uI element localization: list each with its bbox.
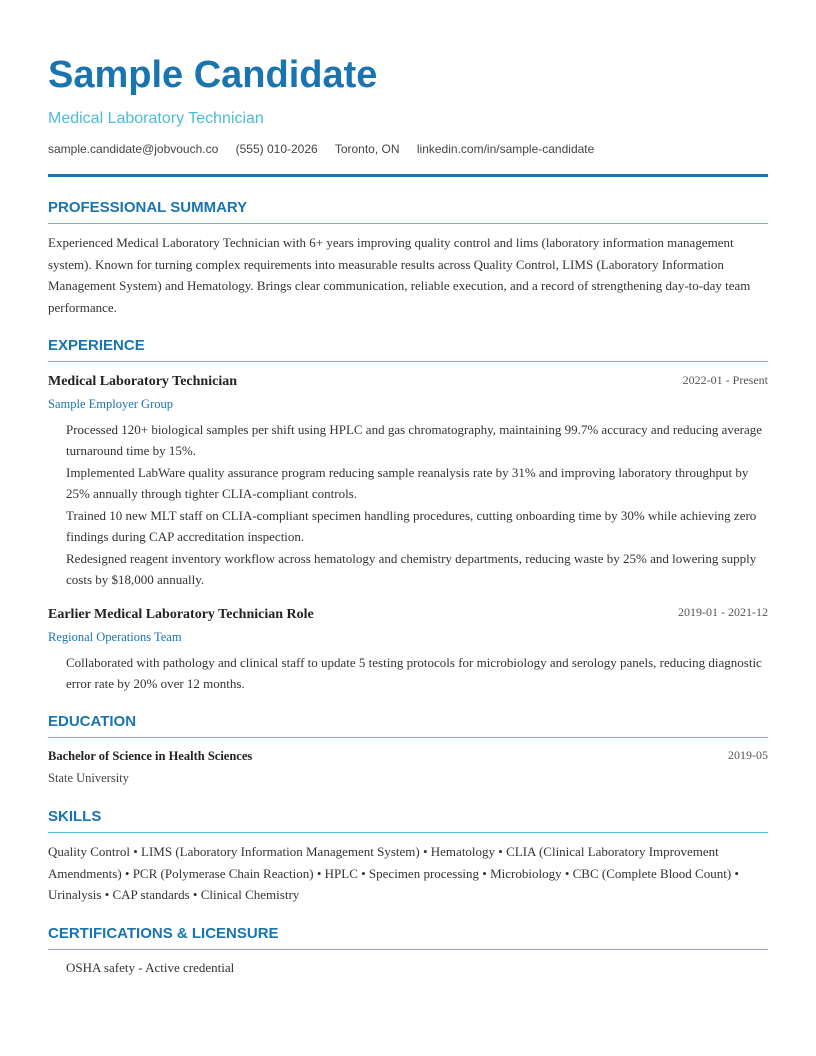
list-item: Redesigned reagent inventory workflow across hematology and chemistry departments, reducing waste by 25% and lowering supply costs by $18,000 annually.: [66, 551, 757, 587]
job-dates-1: 2022-01 - Present: [682, 373, 768, 387]
education-degree: Bachelor of Science in Health Sciences: [48, 749, 253, 763]
list-item: OSHA safety - Active credential: [66, 960, 235, 975]
education-heading: EDUCATION: [48, 712, 768, 738]
skills-text: Quality Control • LIMS (Laboratory Information Management System) • Hematology • CLIA (Clinical Laboratory Improvement Amendments) • PCR (Polymerase Chain Reaction) • HPLC • Specimen processing • Microbiology • CBC (Complete Blood Count) • Urinalysis • CAP standards • Clinical Chemistry: [48, 844, 739, 902]
list-item: Collaborated with pathology and clinical staff to update 5 testing protocols for microbiology and serology panels, reducing diagnostic error rate by 20% over 12 months.: [66, 655, 762, 691]
job-employer-1: Sample Employer Group: [48, 397, 173, 411]
job-employer-2: Regional Operations Team: [48, 630, 182, 644]
job-bullets-1: [66, 419, 766, 591]
contact-location: Toronto, ON: [334, 142, 400, 156]
job-title-1: Medical Laboratory Technician: [48, 374, 237, 389]
summary-heading: PROFESSIONAL SUMMARY: [48, 198, 768, 224]
certifications-heading: CERTIFICATIONS & LICENSURE: [48, 924, 768, 950]
contact-line: [48, 141, 608, 157]
education-date: 2019-05: [728, 748, 768, 762]
skills-heading: SKILLS: [48, 807, 768, 833]
list-item: Processed 120+ biological samples per shift using HPLC and gas chromatography, maintaining 99.7% accuracy and reducing average turnaround time by 15%.: [66, 422, 763, 458]
contact-linkedin[interactable]: linkedin.com/in/sample-candidate: [416, 142, 595, 156]
candidate-name: Sample Candidate: [48, 54, 378, 96]
experience-heading: EXPERIENCE: [48, 336, 768, 362]
candidate-title: Medical Laboratory Technician: [48, 110, 264, 127]
list-item: Implemented LabWare quality assurance program reducing sample reanalysis rate by 31% and improving laboratory throughput by 25% annually through tighter CLIA-compliant controls.: [66, 465, 749, 501]
education-school: State University: [48, 771, 129, 785]
job-title-2: Earlier Medical Laboratory Technician Role: [48, 607, 314, 622]
header-divider: [48, 174, 768, 177]
contact-phone: (555) 010-2026: [235, 142, 318, 156]
job-dates-2: 2019-01 - 2021-12: [678, 605, 768, 619]
list-item: Trained 10 new MLT staff on CLIA-compliant specimen handling procedures, cutting onboarding time by 30% while achieving zero findings during CAP accreditation inspection.: [66, 508, 757, 544]
summary-text: Experienced Medical Laboratory Technician with 6+ years improving quality control and lims (laboratory information management system). Known for turning complex requirements into measurable results across Quality Control, LIMS (Laboratory Information Management System) and Hematology. Brings clear communication, reliable execution, and a record of strengthening day-to-day team performance.: [48, 235, 751, 315]
job-bullets-2: [66, 652, 766, 695]
certifications-list: [66, 957, 766, 979]
contact-email[interactable]: sample.candidate@jobvouch.co: [48, 142, 219, 156]
